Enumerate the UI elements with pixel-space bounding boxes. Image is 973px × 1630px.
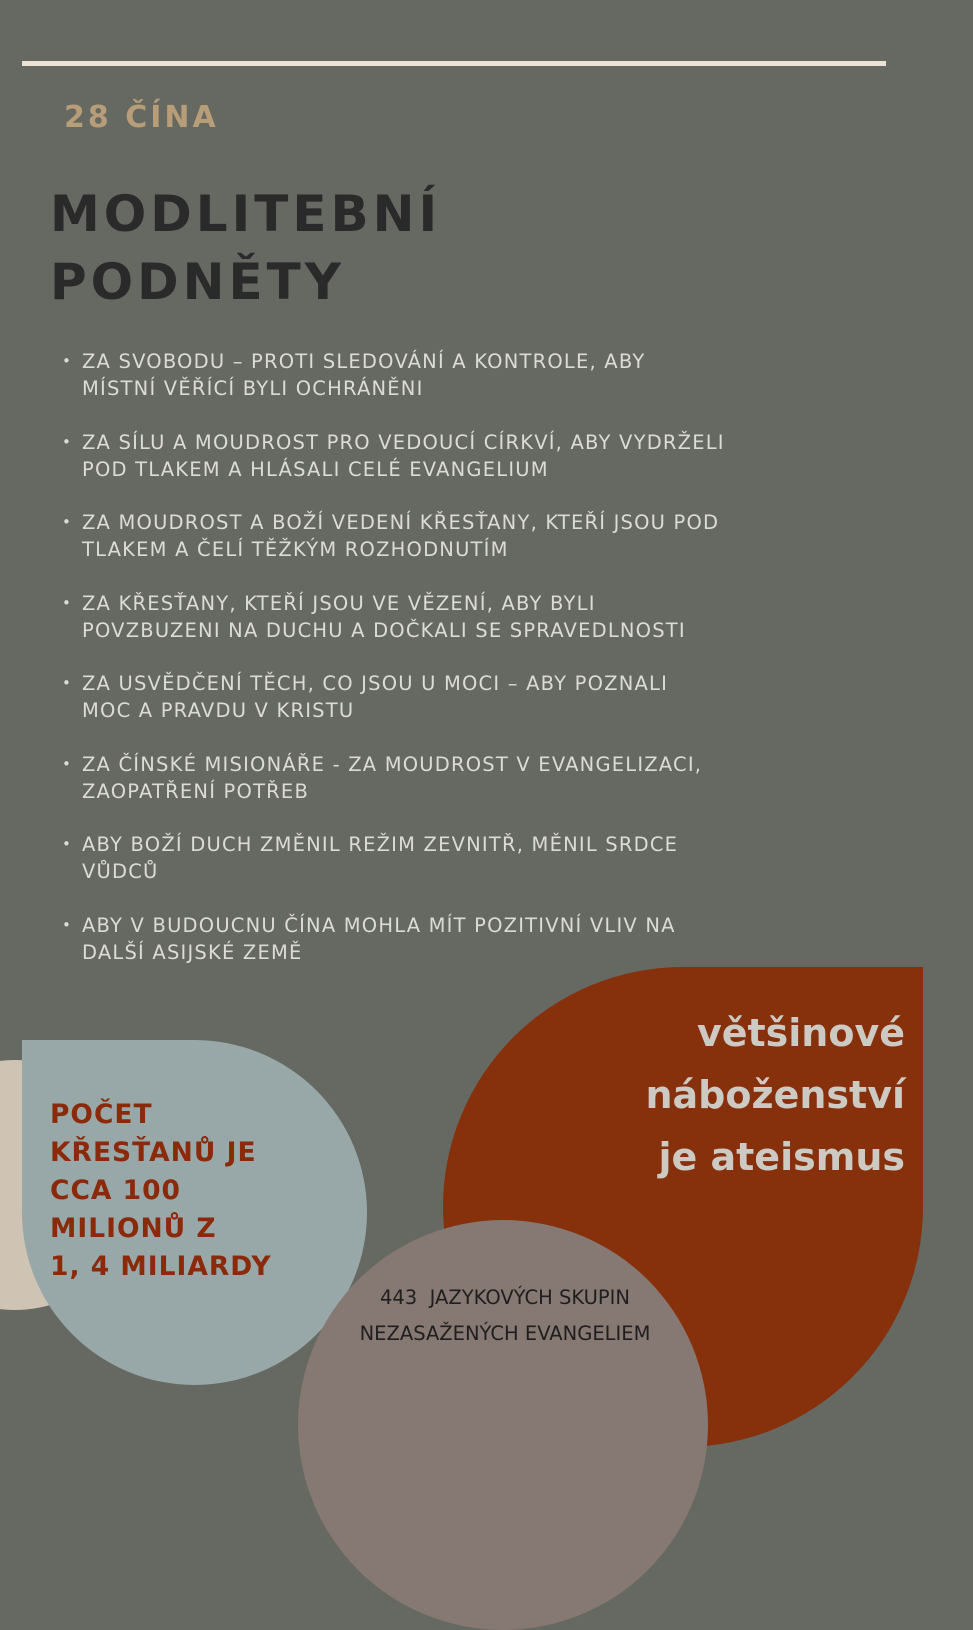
majority-religion-stat: většinové náboženství je ateismus <box>645 1011 905 1179</box>
christians-count-stat: POČET KŘESŤANŮ JE CCA 100 MILIONŮ Z 1, 4 MILIARDY <box>50 1099 272 1282</box>
prayer-point: • ZA USVĚDČENÍ TĚCH, CO JSOU U MOCI – ABY POZNALI MOC A PRAVDU V KRISTU <box>62 670 912 751</box>
title-line-2: PODNĚTY <box>50 253 345 311</box>
page-title <box>50 180 441 316</box>
prayer-point: • ZA SVOBODU – PROTI SLEDOVÁNÍ A KONTROLE, ABY MÍSTNÍ VĚŘÍCÍ BYLI OCHRÁNĚNI <box>62 348 912 429</box>
prayer-point: • ABY V BUDOUCNU ČÍNA MOHLA MÍT POZITIVNÍ VLIV NA DALŠÍ ASIJSKÉ ZEMĚ <box>62 912 912 993</box>
prayer-point: • ZA SÍLU A MOUDROST PRO VEDOUCÍ CÍRKVÍ, ABY VYDRŽELI POD TLAKEM A HLÁSALI CELÉ EVANGELIUM <box>62 429 912 510</box>
title-line-1: MODLITEBNÍ <box>50 185 442 243</box>
prayer-point: • ABY BOŽÍ DUCH ZMĚNIL REŽIM ZEVNITŘ, MĚNIL SRDCE VŮDCŮ <box>62 831 912 912</box>
top-divider <box>22 61 886 66</box>
prayer-points-list <box>62 348 912 992</box>
prayer-point: • ZA ČÍNSKÉ MISIONÁŘE - ZA MOUDROST V EVANGELIZACI, ZAOPATŘENÍ POTŘEB <box>62 751 912 832</box>
prayer-point: • ZA MOUDROST A BOŽÍ VEDENÍ KŘESŤANY, KTEŘÍ JSOU POD TLAKEM A ČELÍ TĚŽKÝM ROZHODNUTÍM <box>62 509 912 590</box>
prayer-point: • ZA KŘESŤANY, KTEŘÍ JSOU VE VĚZENÍ, ABY BYLI POVZBUZENI NA DUCHU A DOČKALI SE SPRAVEDLNOSTI <box>62 590 912 671</box>
language-groups-stat: 443 JAZYKOVÝCH SKUPIN NEZASAŽENÝCH EVANGELIEM <box>359 1286 651 1345</box>
section-label: 28 ČÍNA <box>64 100 219 135</box>
